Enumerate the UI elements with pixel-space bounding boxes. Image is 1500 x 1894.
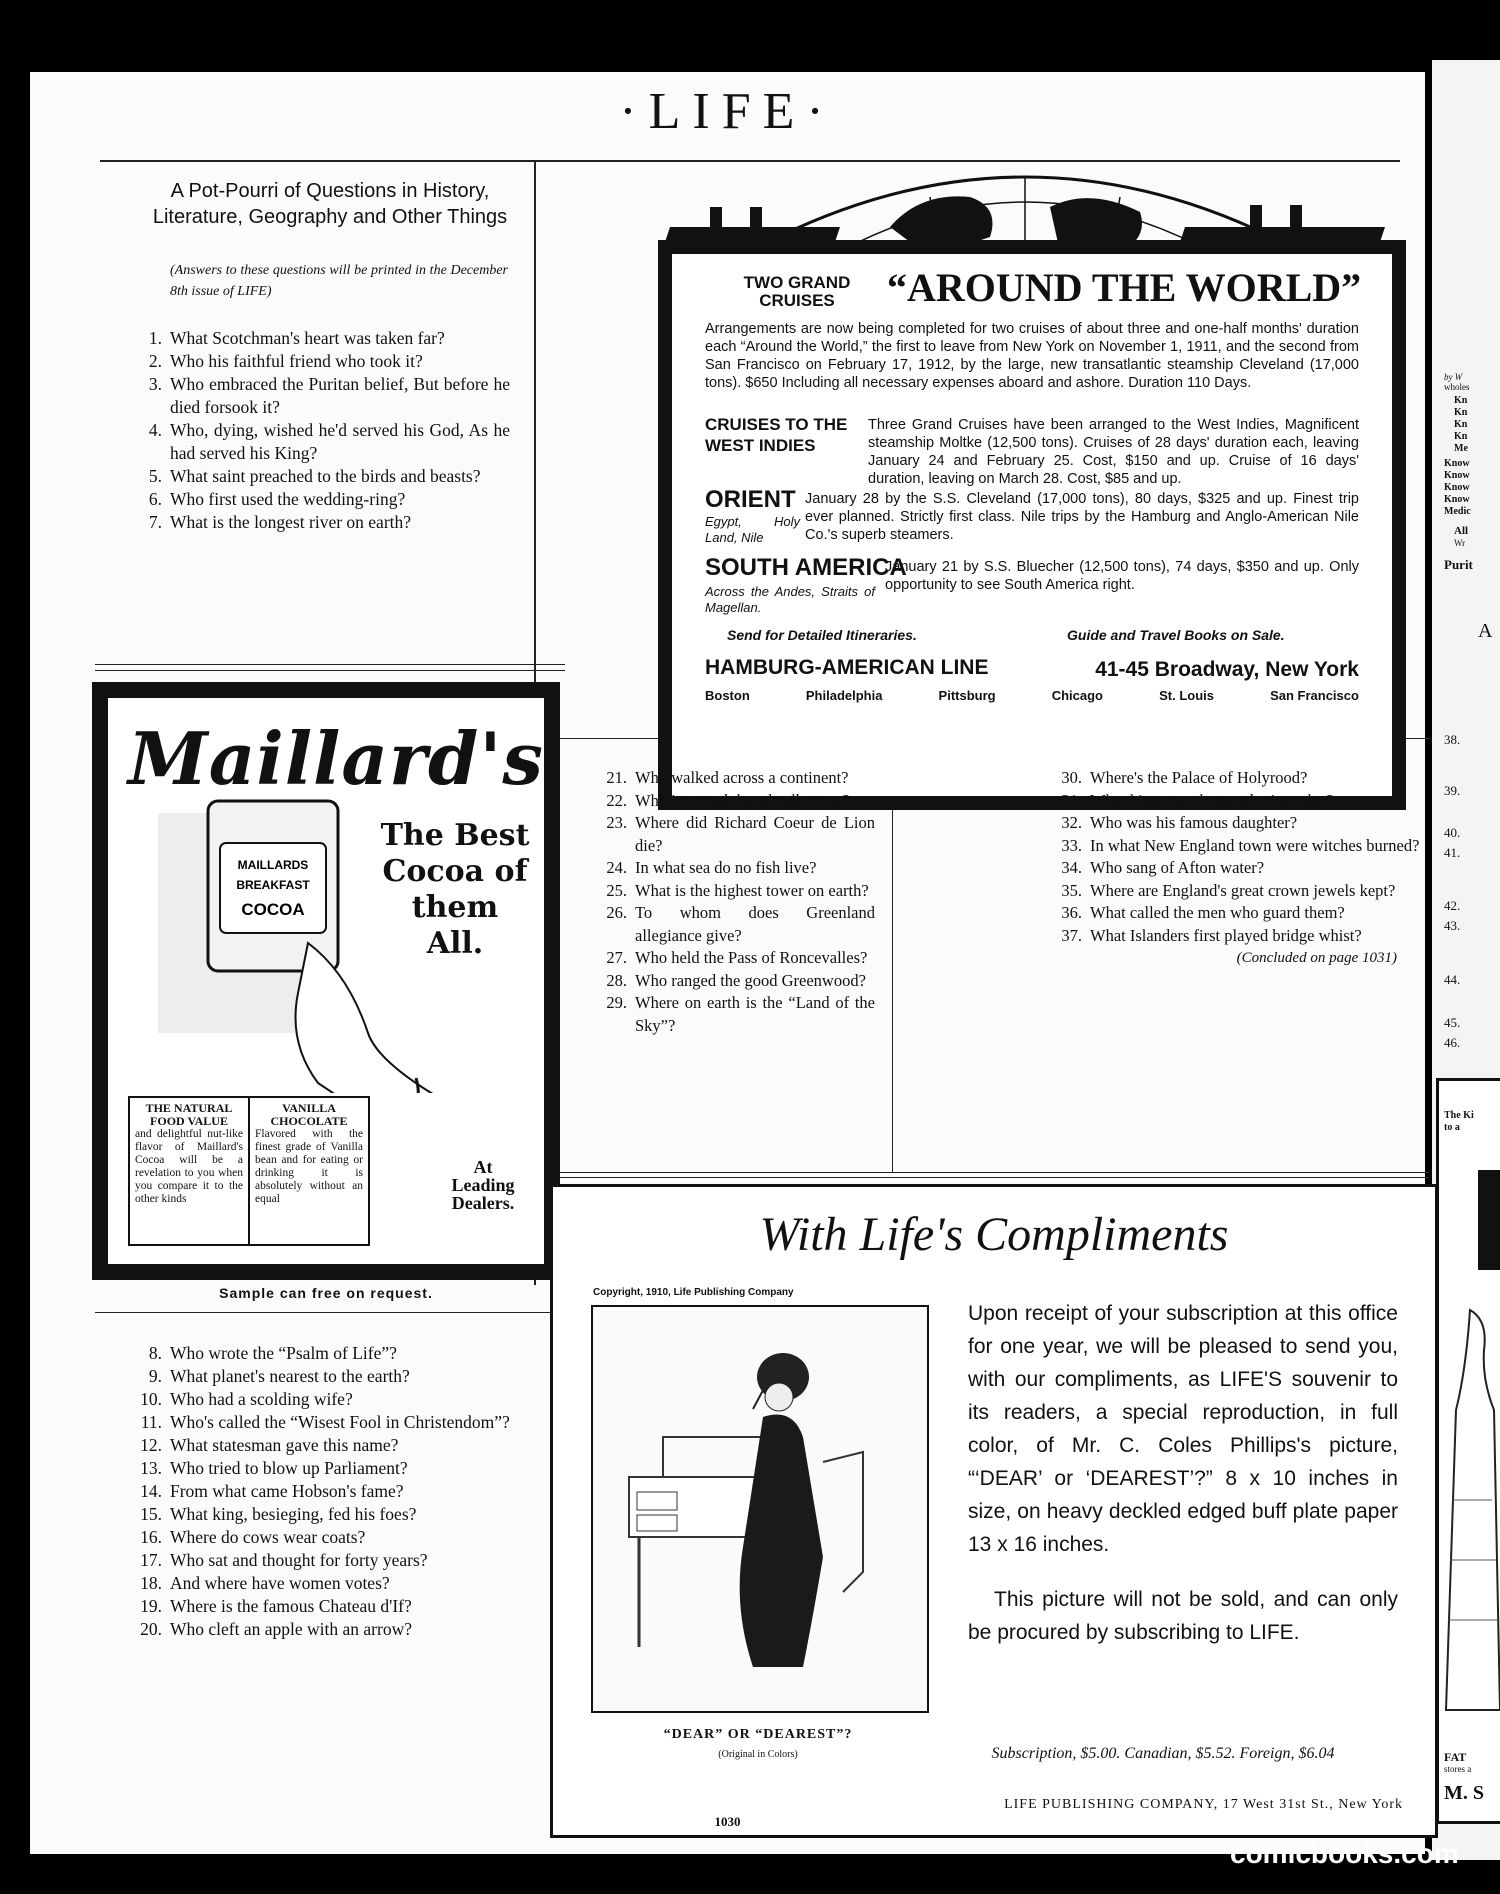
strip-fragment: stores a	[1444, 1764, 1472, 1774]
question-item: 11. Who's called the “Wisest Fool in Christendom”?	[140, 1412, 510, 1432]
question-item: 32. Who was his famous daughter?	[1061, 813, 1298, 832]
publisher-footer: LIFE PUBLISHING COMPANY, 17 West 31st St., New York	[1004, 1797, 1403, 1812]
watermark: comicbooks.com	[1230, 1838, 1459, 1869]
copyright-line: Copyright, 1910, Life Publishing Company	[593, 1287, 794, 1298]
question-item: 31. What king most honored minstrelsy?	[1061, 790, 1334, 810]
strip-fragment: to a	[1444, 1122, 1460, 1133]
question-item: 6. Who first used the wedding-ring?	[148, 489, 406, 509]
strip-number: 46.	[1444, 1035, 1461, 1050]
strip-fragment: Know	[1444, 482, 1470, 493]
leading-dealers-text: At Leading Dealers.	[451, 1157, 515, 1213]
office-cities	[705, 688, 1359, 703]
strip-number: 44.	[1444, 972, 1461, 987]
svg-text:MAILLARDS: MAILLARDS	[237, 858, 309, 872]
dear-or-dearest-picture	[591, 1305, 929, 1713]
city-label: Boston	[705, 688, 750, 703]
city-label: Philadelphia	[805, 688, 883, 703]
masthead-rule	[100, 160, 1400, 162]
compliments-title: With Life's Compliments	[759, 1208, 1229, 1261]
question-item: 35. Where are England's great crown jewels kept?	[1061, 880, 1396, 900]
strip-number: 43.	[1444, 918, 1461, 933]
strip-fragment: Kn	[1454, 395, 1468, 406]
strip-number: 45.	[1444, 1015, 1461, 1030]
strip-fragment: A	[1478, 620, 1493, 642]
question-item: 22. Who invented the wheelbarrow?	[606, 790, 850, 810]
question-item: 14. From what came Hobson's fame?	[140, 1481, 404, 1501]
compliments-body: Upon receipt of your subscription at this office for one year, we will be pleased to send you, with our compliments, as LIFE'S souvenir to its readers, a special reproduction, in full color, of Mr. C. Coles Phillips's picture, “‘DEAR’ or ‘DEAREST’?” 8 x 10 inches in size, on heavy deckled edged buff plate paper 13 x 16 inches. This picture will not be sold, and can only be procured by subscribing to LIFE.	[968, 1302, 1398, 1644]
question-item: 30. Where's the Palace of Holyrood?	[1061, 768, 1308, 787]
picture-subcaption: (Original in Colors)	[718, 1749, 798, 1760]
question-item: 12. What statesman gave this name?	[140, 1435, 399, 1455]
life-compliments-ad	[550, 1184, 1438, 1838]
city-label: San Francisco	[1270, 688, 1359, 703]
column-divider	[892, 767, 893, 1172]
city-label: St. Louis	[1159, 688, 1214, 703]
strip-number: 39.	[1444, 783, 1461, 798]
strip-fragment: Know	[1444, 494, 1470, 505]
question-item: 4. Who, dying, wished he'd served his God, As he had served his King?	[148, 420, 510, 463]
strip-fragment: All	[1454, 525, 1469, 537]
question-item: 36. What called the men who guard them?	[1061, 903, 1345, 922]
orient-subtitle: Egypt, Holy Land, Nile	[705, 514, 800, 545]
strip-fragment: Know	[1444, 458, 1470, 469]
strip-fragment: by W	[1444, 372, 1463, 382]
line-address: 41-45 Broadway, New York	[1095, 658, 1359, 681]
section-rule	[550, 1172, 1430, 1173]
question-item: 15. What king, besieging, fed his foes?	[140, 1504, 417, 1524]
vanilla-chocolate-box: VANILLA CHOCOLATE Flavored with the finest grade of Vanilla bean and for eating or drinking it is absolutely without an equal	[248, 1096, 370, 1246]
sample-caption: Sample can free on request.	[219, 1285, 433, 1301]
strip-fragment: Medic	[1444, 506, 1471, 517]
strip-fragment: wholes	[1444, 382, 1470, 392]
question-item: 7. What is the longest river on earth?	[148, 512, 412, 532]
question-item: 8. Who wrote the “Psalm of Life”?	[148, 1343, 397, 1363]
strip-fragment: Kn	[1454, 419, 1468, 430]
question-item: 3. Who embraced the Puritan belief, But before he died forsook it?	[148, 374, 510, 417]
question-list-3	[595, 767, 875, 1037]
question-list-1	[130, 327, 510, 534]
strip-number: 41.	[1444, 845, 1461, 860]
section-rule	[550, 1177, 1430, 1178]
cocoa-tin-illustration	[148, 793, 478, 1093]
question-item: 9. What planet's nearest to the earth?	[148, 1366, 410, 1386]
question-item: 5. What saint preached to the birds and beasts?	[148, 466, 481, 486]
question-item: 29. Where on earth is the “Land of the Sky”?	[606, 993, 875, 1035]
magazine-page	[30, 72, 1425, 1854]
svg-text:COCOA: COCOA	[241, 900, 305, 919]
question-item: 34. Who sang of Afton water?	[1061, 858, 1265, 877]
question-item: 17. Who sat and thought for forty years?	[140, 1550, 428, 1570]
question-list-4	[1050, 767, 1425, 970]
question-item: 23. Where did Richard Coeur de Lion die?	[606, 813, 875, 855]
travel-books-text: Guide and Travel Books on Sale.	[1067, 627, 1285, 643]
question-item: 13. Who tried to blow up Parliament?	[140, 1458, 408, 1478]
question-item: 33. In what New England town were witches burned?	[1061, 835, 1420, 855]
hamburg-american-ad	[658, 240, 1406, 810]
line-name: HAMBURG-AMERICAN LINE	[705, 656, 989, 679]
picture-caption: “DEAR” OR “DEAREST”?	[663, 1727, 853, 1742]
svg-text:BREAKFAST: BREAKFAST	[236, 878, 310, 892]
strip-fragment: Kn	[1454, 431, 1468, 442]
question-item: 2. Who his faithful friend who took it?	[148, 351, 423, 371]
question-item: 19. Where is the famous Chateau d'If?	[140, 1596, 412, 1616]
strip-fragment: Kn	[1454, 407, 1468, 418]
strip-number: 38.	[1444, 732, 1461, 747]
strip-fragment: Know	[1444, 470, 1470, 481]
strip-number: 40.	[1444, 825, 1461, 840]
question-item: 27. Who held the Pass of Roncevalles?	[606, 948, 868, 967]
south-america-text: January 21 by S.S. Bluecher (12,500 tons), 74 days, $350 and up. Only opportunity to see South America right.	[885, 559, 1359, 593]
strip-fragment: Wr	[1454, 538, 1466, 548]
question-item: 20. Who cleft an apple with an arrow?	[140, 1619, 412, 1639]
strip-fragment: The Ki	[1444, 1110, 1474, 1121]
itineraries-text: Send for Detailed Itineraries.	[727, 627, 917, 643]
page-number: 1030	[714, 1814, 741, 1829]
west-indies-text: Three Grand Cruises have been arranged to the West Indies, Magnificent steamship Moltke (12,500 tons). Cruises of 28 days' duration each, leaving January 24 and February 25. Cost, $150 and up. Cruise of 16 days' duration, leaving on March 28. Cost, $85 and up.	[868, 417, 1359, 487]
city-label: Pittsburg	[938, 688, 996, 703]
strip-number: 42.	[1444, 898, 1461, 913]
south-america-subtitle: Across the Andes, Straits of Magellan.	[705, 584, 875, 615]
strip-fragment: M. S	[1444, 1782, 1484, 1804]
question-item: 25. What is the highest tower on earth?	[606, 880, 869, 900]
quiz-note: (Answers to these questions will be printed in the December 8th issue of LIFE)	[170, 263, 508, 299]
section-rule	[95, 664, 565, 665]
adjacent-figure-illustration	[1440, 1300, 1500, 1720]
natural-food-value-box: THE NATURAL FOOD VALUE and delightful nut-like flavor of Maillard's Cocoa will be a revelation to you when you compare it to the other kinds	[128, 1096, 250, 1246]
adjacent-letter-block	[1478, 1170, 1500, 1270]
around-the-world-headline: “AROUND THE WORLD”	[887, 265, 1362, 310]
orient-heading: ORIENT	[705, 486, 796, 513]
south-america-heading: SOUTH AMERICA	[705, 554, 907, 581]
city-label: Chicago	[1051, 688, 1103, 703]
subscription-prices: Subscription, $5.00. Canadian, $5.52. Foreign, $6.04	[991, 1745, 1335, 1762]
question-item: 1. What Scotchman's heart was taken far?	[148, 328, 445, 348]
question-item: 10. Who had a scolding wife?	[140, 1389, 353, 1409]
question-item: 21. Who walked across a continent?	[606, 768, 849, 787]
question-item: 16. Where do cows wear coats?	[140, 1527, 366, 1547]
section-rule	[95, 1312, 565, 1313]
world-cruise-text: Arrangements are now being completed for two cruises of about three and one-half months' duration each “Around the World,” the first to leave from New York on November 1, 1911, and the second from San Francisco on February 17, 1912, by the large, new transatlantic steamship Cleveland (17,000 tons). $650 Including all necessary expenses aboard and ashore. Duration 110 Days.	[705, 321, 1359, 391]
orient-text: January 28 by the S.S. Cleveland (17,000 tons), 80 days, $325 and up. Finest trip ever planned. Strictly first class. Nile trips by the Hamburg and Anglo-American Nile Co.'s superb steamers.	[805, 491, 1359, 543]
woman-at-desk-illustration	[593, 1307, 927, 1711]
quiz-title: A Pot-Pourri of Questions in History, Literature, Geography and Other Things	[152, 180, 508, 228]
question-item: 24. In what sea do no fish live?	[606, 858, 817, 877]
question-item: 26. To whom does Greenland allegiance give?	[606, 903, 875, 945]
question-list-2	[130, 1342, 515, 1641]
two-grand-cruises: TWO GRAND CRUISES	[743, 273, 851, 310]
maillards-cocoa-ad	[92, 682, 560, 1280]
maillards-slogan: The Best Cocoa of them All.	[380, 818, 530, 961]
concluded-note: (Concluded on page 1031)	[1236, 950, 1397, 966]
question-item: 37. What Islanders first played bridge whist?	[1061, 925, 1362, 945]
masthead: ·LIFE·	[619, 83, 836, 140]
section-rule	[95, 670, 565, 671]
strip-fragment: Me	[1454, 443, 1468, 454]
strip-fragment: Purit	[1444, 557, 1473, 572]
west-indies-heading: CRUISES TO THE WEST INDIES	[705, 415, 848, 455]
maillards-logo: Maillard's	[128, 716, 544, 801]
adjacent-page-strip	[1432, 60, 1500, 1860]
strip-fragment: FAT	[1444, 1750, 1467, 1764]
question-item: 28. Who ranged the good Greenwood?	[606, 970, 866, 990]
question-item: 18. And where have women votes?	[140, 1573, 390, 1593]
